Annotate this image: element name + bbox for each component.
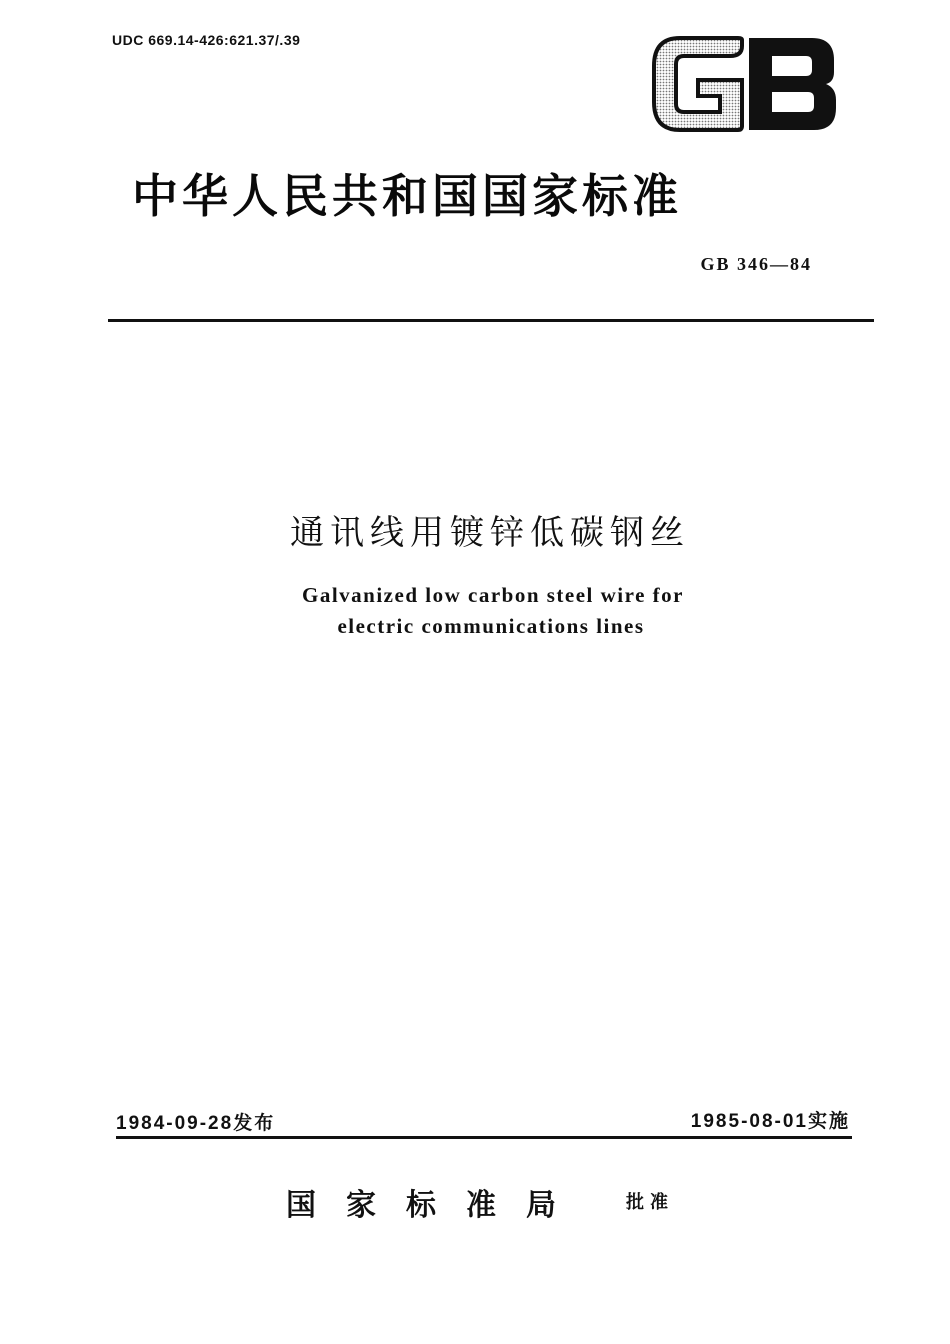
implementation-date: 1985-08-01实施 bbox=[690, 1111, 850, 1132]
gb-logo-g bbox=[654, 38, 742, 130]
document-title-en-line1: Galvanized low carbon steel wire for bbox=[302, 583, 684, 607]
gb-logo-b bbox=[750, 38, 836, 130]
approval-label: 批准 bbox=[626, 1192, 674, 1213]
bottom-divider bbox=[116, 1136, 852, 1139]
document-title-cn: 通讯线用镀锌低碳钢丝 bbox=[290, 513, 690, 553]
udc-classification: UDC 669.14-426:621.37/.39 bbox=[112, 32, 301, 48]
top-divider bbox=[108, 319, 874, 322]
standard-number: GB 346—84 bbox=[700, 254, 812, 274]
gb-logo bbox=[650, 36, 840, 132]
document-title-en-line2: electric communications lines bbox=[337, 614, 645, 638]
issuing-body: 国家标准局 bbox=[286, 1188, 586, 1223]
issue-date: 1984-09-28发布 bbox=[116, 1113, 276, 1134]
national-standard-heading: 中华人民共和国国家标准 bbox=[132, 169, 682, 223]
